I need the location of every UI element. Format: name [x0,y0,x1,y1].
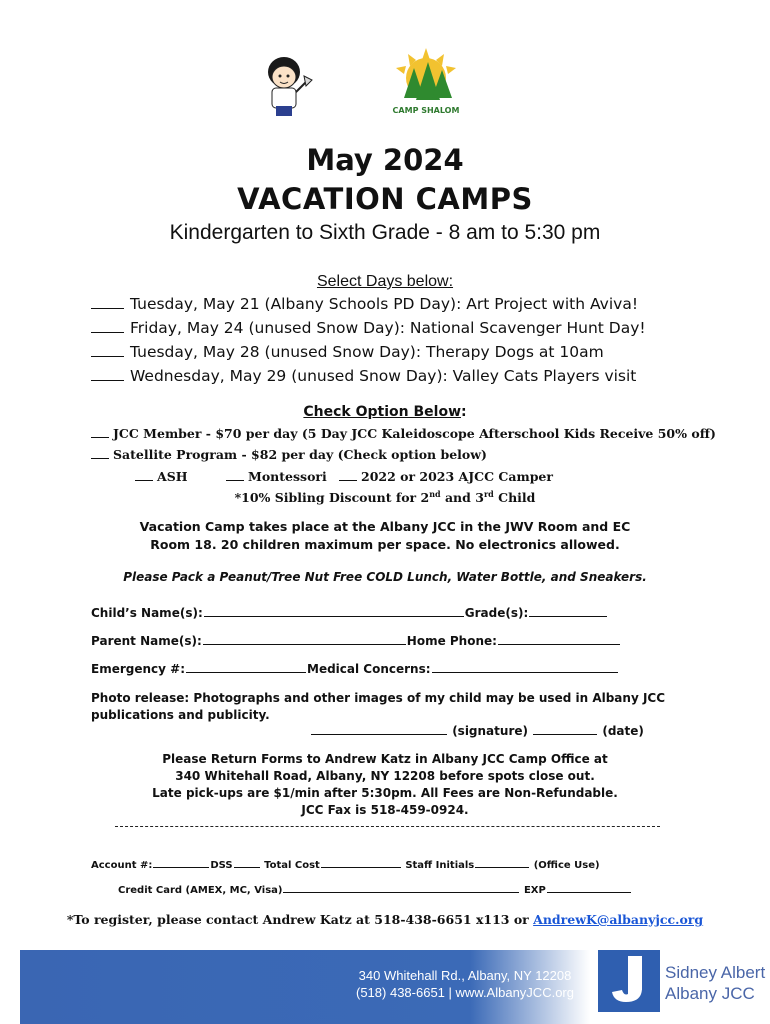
cut-line [115,826,660,827]
footer-banner [20,950,770,1024]
day-option[interactable] [91,340,646,364]
day-option[interactable] [91,316,646,340]
camper-option-label: 2022 or 2023 AJCC Camper [361,469,553,484]
day-option[interactable] [91,364,646,388]
day-option-label: Wednesday, May 29 (unused Snow Day): Valley Cats Players visit [130,367,637,385]
camp-notice-line: Room 18. 20 children maximum per space. No electronics allowed. [150,537,620,552]
emergency-row [91,660,619,676]
subtitle: Kindergarten to Sixth Grade - 8 am to 5:30 pm [169,221,601,244]
day-option[interactable] [91,292,646,316]
footer-address-line: 340 Whitehall Rd., Albany, NY 12208 [358,968,572,983]
camp-logo-graphic [386,48,466,104]
photo-release: Photo release: Photographs and other images of my child may be used in Albany JCC publications and publicity. [91,691,666,722]
day-option-label: Tuesday, May 21 (Albany Schools PD Day): Art Project with Aviva! [130,295,639,313]
home-phone-field[interactable] [498,632,620,645]
org-name-line: Albany JCC [665,984,755,1003]
date-label: (date) [602,724,644,738]
footer-address-line: (518) 438-6651 | www.AlbanyJCC.org [356,985,574,1000]
camp-notice [0,518,770,554]
child-name-label: Child’s Name(s): [91,606,203,620]
sibling-sup: nd [429,489,441,499]
credit-card-row [118,882,632,896]
exp-field[interactable] [547,882,631,893]
checkbox-blank[interactable] [91,447,109,459]
montessori-option-label: Montessori [248,469,327,484]
check-option-heading-colon: : [461,404,467,420]
child-illustration [258,50,318,120]
select-days-heading: Select Days below: [316,273,454,290]
staff-initials-label: Staff Initials [405,860,475,871]
checkbox-blank[interactable] [135,469,153,481]
title-line2: VACATION CAMPS [237,182,533,216]
org-name-line: Sidney Albert [665,963,766,982]
jcc-j-logo-icon [598,950,660,1012]
return-info-line: Late pick-ups are $1/min after 5:30pm. All Fees are Non-Refundable. [152,786,618,800]
title-line1: May 2024 [306,143,464,177]
checkbox-blank[interactable] [91,318,124,333]
child-row [91,604,608,620]
parent-name-label: Parent Name(s): [91,634,202,648]
day-option-label: Tuesday, May 28 (unused Snow Day): Therapy Dogs at 10am [130,343,604,361]
register-email-link[interactable]: AndrewK@albanyjcc.org [533,912,704,927]
checkbox-blank[interactable] [339,469,357,481]
checkbox-blank[interactable] [226,469,244,481]
sibling-sup: rd [483,489,494,499]
day-option-label: Friday, May 24 (unused Snow Day): National Scavenger Hunt Day! [130,319,646,337]
signature-field[interactable] [311,722,447,735]
ash-option-label: ASH [157,469,188,484]
emergency-field[interactable] [186,660,306,673]
dss-label: DSS [210,860,233,871]
sibling-text: *10% Sibling Discount for 2 [234,490,430,506]
signature-row [310,722,644,738]
medical-field[interactable] [432,660,618,673]
footer-address [350,967,580,1001]
total-cost-label: Total Cost [264,860,320,871]
checkbox-blank[interactable] [91,294,124,309]
signature-label: (signature) [452,724,528,738]
member-option[interactable] [91,426,716,441]
camp-shalom-logo [386,48,466,116]
checkbox-blank[interactable] [91,426,109,438]
pack-notice: Please Pack a Peanut/Tree Nut Free COLD Lunch, Water Bottle, and Sneakers. [123,570,647,584]
dss-field[interactable] [234,857,260,868]
checkbox-blank[interactable] [91,342,124,357]
medical-label: Medical Concerns: [307,662,431,676]
check-option-heading [0,404,770,420]
return-info [0,751,770,819]
camper-option[interactable] [339,469,553,484]
camp-notice-line: Vacation Camp takes place at the Albany JCC in the JWV Room and EC [139,519,631,534]
credit-card-label: Credit Card (AMEX, MC, Visa) [118,885,283,896]
check-option-heading-text: Check Option Below [303,404,461,420]
parent-name-field[interactable] [203,632,406,645]
ash-option[interactable] [135,469,188,484]
sibling-discount [0,489,770,505]
return-info-line: 340 Whitehall Road, Albany, NY 12208 before spots close out. [175,769,595,783]
member-option-label: JCC Member - $70 per day (5 Day JCC Kaleidoscope Afterschool Kids Receive 50% off) [113,426,716,441]
montessori-option[interactable] [226,469,327,484]
register-text: *To register, please contact Andrew Katz at 518-438-6651 x113 or [66,912,534,927]
sibling-text: Child [493,490,536,506]
satellite-option-label: Satellite Program - $82 per day (Check option below) [113,447,487,462]
child-name-field[interactable] [204,604,464,617]
office-use-label: (Office Use) [533,860,600,871]
days-list [91,292,646,388]
account-label: Account #: [91,860,153,871]
credit-card-field[interactable] [283,882,519,893]
parent-row [91,632,621,648]
date-field[interactable] [533,722,597,735]
staff-initials-field[interactable] [475,857,529,868]
sibling-text: and 3 [440,490,484,506]
exp-label: EXP [523,885,546,896]
register-note [0,912,770,927]
satellite-option[interactable] [91,447,487,462]
checkbox-blank[interactable] [91,366,124,381]
office-row [91,857,600,871]
org-name [665,962,765,1004]
grade-field[interactable] [529,604,607,617]
return-info-line: JCC Fax is 518-459-0924. [301,803,469,817]
emergency-label: Emergency #: [91,662,185,676]
home-phone-label: Home Phone: [406,634,497,648]
account-field[interactable] [153,857,209,868]
camp-logo-text: CAMP SHALOM [392,106,460,115]
return-info-line: Please Return Forms to Andrew Katz in Albany JCC Camp Office at [162,752,608,766]
total-cost-field[interactable] [321,857,401,868]
grade-label: Grade(s): [464,606,529,620]
